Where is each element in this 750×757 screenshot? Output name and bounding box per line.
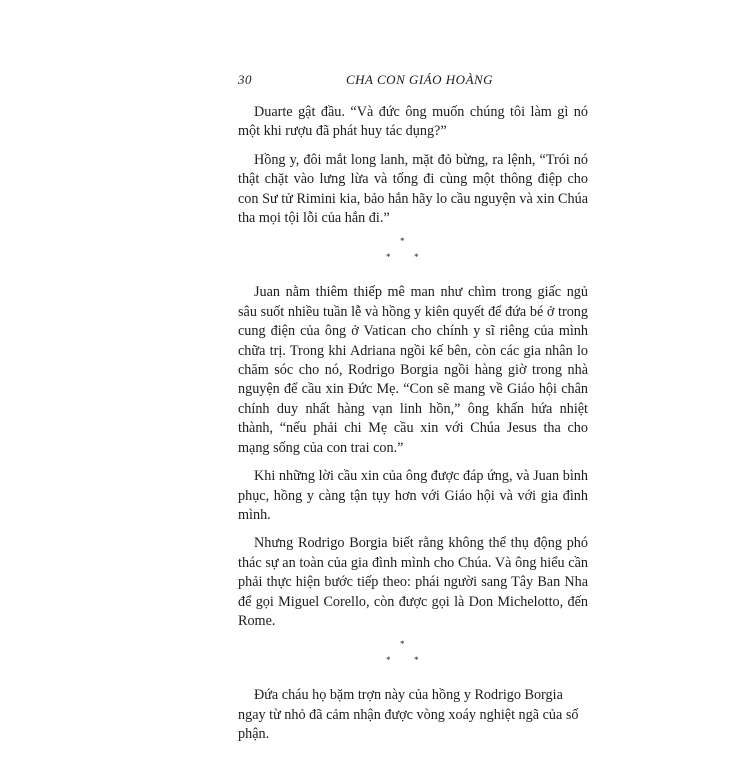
asterism-star: * [386, 655, 391, 666]
paragraph: Nhưng Rodrigo Borgia biết rằng không thể thụ động phó thác sự an toàn của gia đình mình cho Chúa. Và ông hiểu cần phải thực hiện bước tiếp theo: phái người sang Tây Ban Nha để gọi Miguel Corello, còn được gọi là Don Michelotto, đến Rome. [238, 535, 588, 629]
page-number: 30 [238, 72, 252, 87]
asterism-star: * [400, 639, 405, 650]
section-separator [238, 237, 588, 271]
paragraph: Juan nằm thiêm thiếp mê man như chìm trong giấc ngủ sâu suốt nhiều tuần lễ và hồng y kiên quyết để đứa bé ở trong cung điện của ông ở Vatican cho chính y sĩ riêng của mình chữa trị. Trong khi Adriana ngồi kế bên, còn các gia nhân lo chăm sóc cho nó, Rodrigo Borgia ngồi hàng giờ trong nhà nguyện để cầu xin Đức Mẹ. “Con sẽ mang về Giáo hội chân chính duy nhất hàng vạn linh hồn,” ông khấn hứa nhiệt thành, “nếu phải chi Mẹ cầu xin với Chúa Jesus tha cho mạng sống của con trai con.” [238, 284, 588, 456]
paragraph: Khi những lời cầu xin của ông được đáp ứng, và Juan bình phục, hồng y càng tận tụy hơn với Giáo hội và với gia đình mình. [238, 468, 588, 523]
running-title: CHA CON GIÁO HOÀNG [346, 72, 494, 87]
page-header [238, 72, 588, 94]
asterism-star: * [414, 252, 419, 263]
page-body [238, 103, 588, 757]
paragraph: Duarte gật đầu. “Và đức ông muốn chúng tôi làm gì nó một khi rượu đã phát huy tác dụng?” [238, 104, 588, 140]
paragraph: Hồng y, đôi mắt long lanh, mặt đỏ bừng, ra lệnh, “Trói nó thật chặt vào lưng lừa và tống đi cùng một thông điệp cho con Sư tử Rimini kia, bảo hắn hãy lo cầu nguyện và xin Chúa tha mọi tội lỗi của hắn đi.” [238, 151, 588, 227]
asterism-star: * [386, 252, 391, 263]
asterism-star: * [400, 236, 405, 247]
section-separator [238, 640, 588, 674]
paragraph: Đứa cháu họ bặm trợn này của hồng y Rodrigo Borgia ngay từ nhỏ đã cảm nhận được vòng xoáy nghiệt ngã của số phận. [238, 687, 579, 743]
asterism-star: * [414, 655, 419, 666]
